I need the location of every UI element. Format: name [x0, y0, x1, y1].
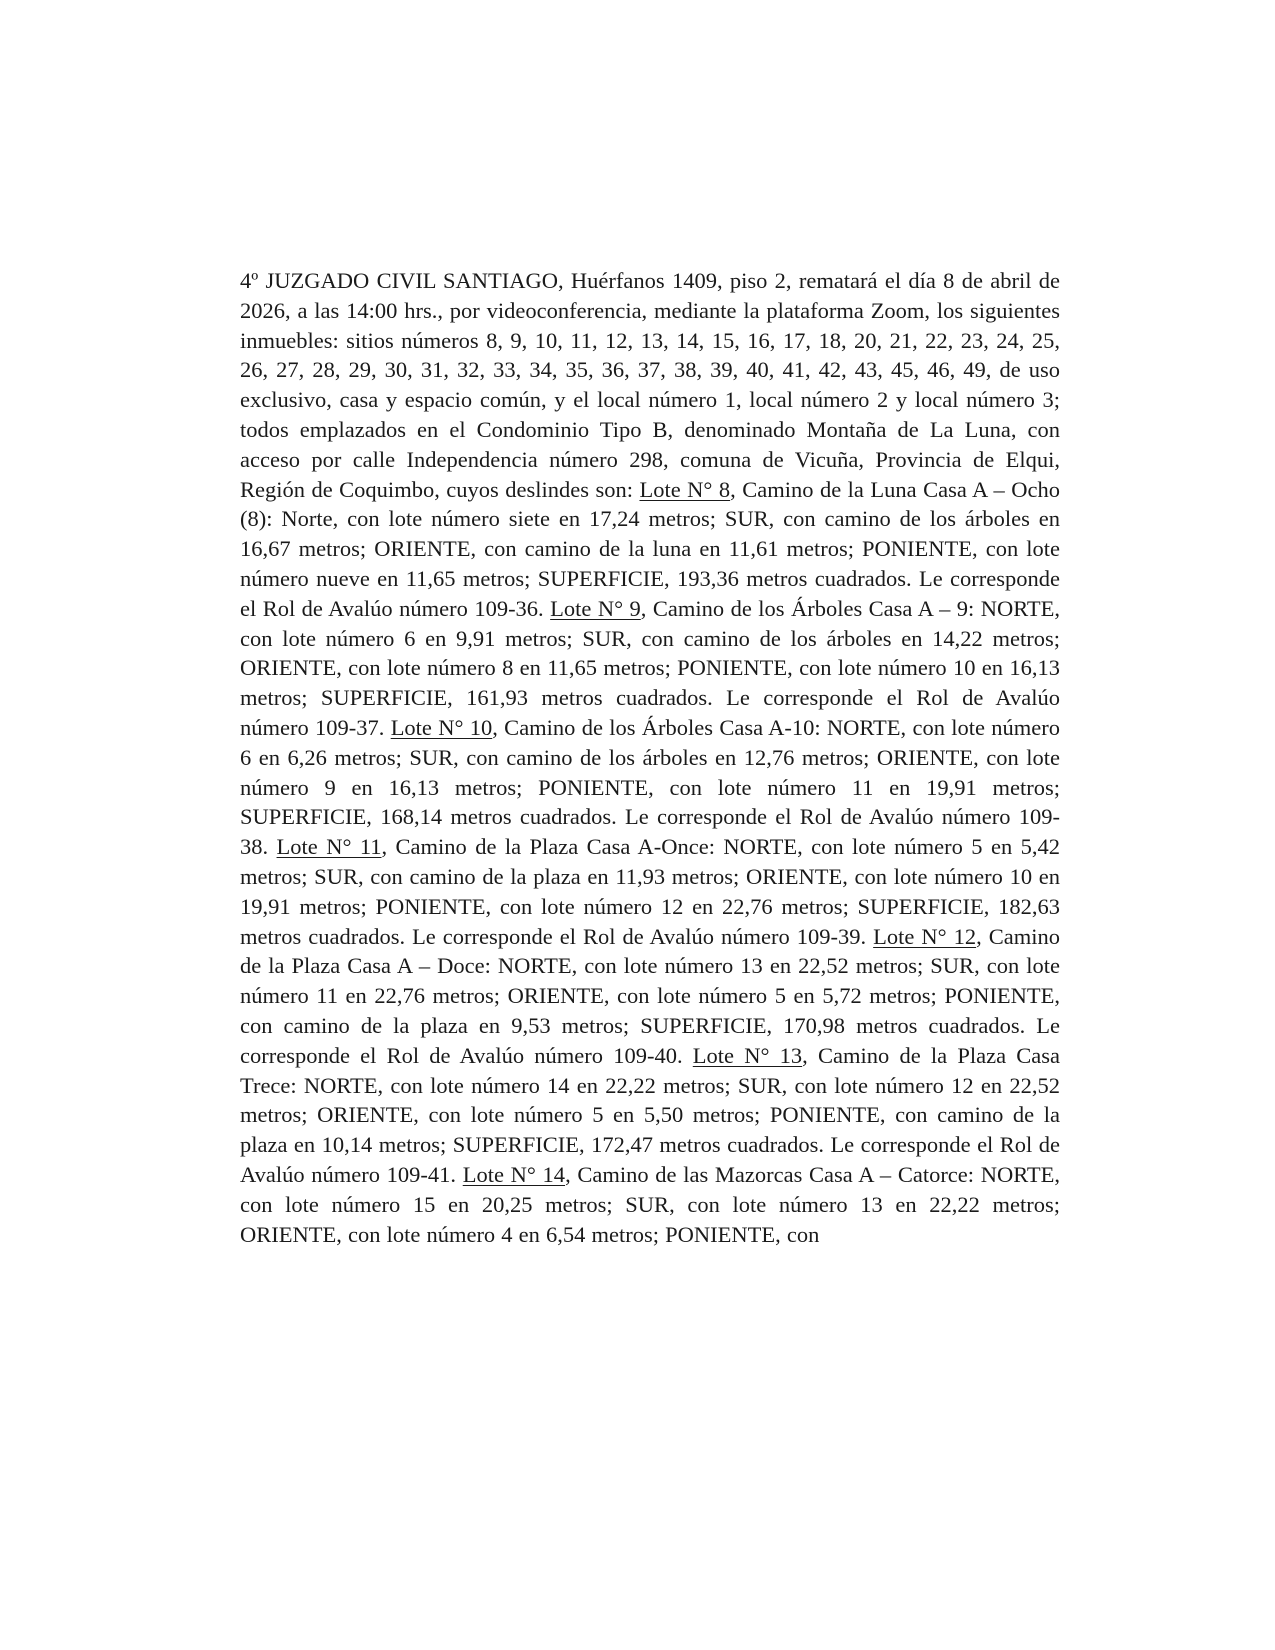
- lote-10-reference: Lote N° 10: [390, 714, 493, 740]
- notice-text: , Camino de la Plaza Casa A-Once: NORTE, con lote número 5 en 5,42 metros; SUR, con camino de la plaza en 11,93 metros; ORIENTE, con lote número 10 en 19,91 metros; PONIENTE, con lote número 12 en 22,76 metros; SUPERFICIE, 182,63 metros cuadrados. Le corresponde el Rol de Avalúo número 109-39.: [240, 834, 1060, 949]
- lote-13-reference: Lote N° 13: [692, 1042, 803, 1068]
- notice-text: , Camino de los Árboles Casa A-10: NORTE, con lote número 6 en 6,26 metros; SUR, con camino de los árboles en 12,76 metros; ORIENTE, con lote número 9 en 16,13 metros; PONIENTE, con lote número 11 en 19,91 metros; SUPERFICIE, 168,14 metros cuadrados. Le corresponde el Rol de Avalúo número 109-38.: [240, 714, 1061, 860]
- notice-text: , Camino de la Luna Casa A – Ocho (8): Norte, con lote número siete en 17,24 metros; SUR, con camino de los árboles en 16,67 metros; ORIENTE, con camino de la luna en 11,61 metros; PONIENTE, con lote número nueve en 11,65 metros; SUPERFICIE, 193,36 metros cuadrados. Le corresponde el Rol de Avalúo número 109-36.: [240, 476, 1060, 621]
- notice-text: , Camino de las Mazorcas Casa A – Catorce: NORTE, con lote número 15 en 20,25 metros; SUR, con lote número 13 en 22,22 metros; ORIENTE, con lote número 4 en 6,54 metros; PONIENTE, con: [240, 1161, 1060, 1247]
- lote-11-reference: Lote N° 11: [276, 834, 382, 860]
- lote-9-reference: Lote N° 9: [550, 595, 641, 621]
- lote-14-reference: Lote N° 14: [462, 1161, 566, 1187]
- lote-8-reference: Lote N° 8: [639, 476, 731, 502]
- notice-text: 4º JUZGADO CIVIL SANTIAGO, Huérfanos 1409, piso 2, rematará el día 8 de abril de 2026, a las 14:00 hrs., por videoconferencia, mediante la plataforma Zoom, los siguientes inmuebles: sitios números 8, 9, 10, 11, 12, 13, 14, 15, 16, 17, 18, 20, 21, 22, 23, 24, 25, 26, 27, 28, 29, 30, 31, 32, 33, 34, 35, 36, 37, 38, 39, 40, 41, 42, 43, 45, 46, 49, de uso exclusivo, casa y espacio común, y el local número 1, local número 2 y local número 3; todos emplazados en el Condominio Tipo B, denominado Montaña de La Luna, con acceso por calle Independencia número 298, comuna de Vicuña, Provincia de Elqui, Región de Coquimbo, cuyos deslindes son:: [240, 268, 1060, 502]
- notice-text: , Camino de los Árboles Casa A – 9: NORTE, con lote número 6 en 9,91 metros; SUR, con camino de los árboles en 14,22 metros; ORIENTE, con lote número 8 en 11,65 metros; PONIENTE, con lote número 10 en 16,13 metros; SUPERFICIE, 161,93 metros cuadrados. Le corresponde el Rol de Avalúo número 109-37.: [240, 595, 1060, 740]
- auction-notice-paragraph: [240, 266, 1060, 1249]
- notice-text: , Camino de la Plaza Casa Trece: NORTE, con lote número 14 en 22,22 metros; SUR, con lote número 12 en 22,52 metros; ORIENTE, con lote número 5 en 5,50 metros; PONIENTE, con camino de la plaza en 10,14 metros; SUPERFICIE, 172,47 metros cuadrados. Le corresponde el Rol de Avalúo número 109-41.: [240, 1042, 1060, 1187]
- lote-12-reference: Lote N° 12: [873, 923, 977, 949]
- notice-text: , Camino de la Plaza Casa A – Doce: NORTE, con lote número 13 en 22,52 metros; SUR, con lote número 11 en 22,76 metros; ORIENTE, con lote número 5 en 5,72 metros; PONIENTE, con camino de la plaza en 9,53 metros; SUPERFICIE, 170,98 metros cuadrados. Le corresponde el Rol de Avalúo número 109-40.: [240, 923, 1060, 1068]
